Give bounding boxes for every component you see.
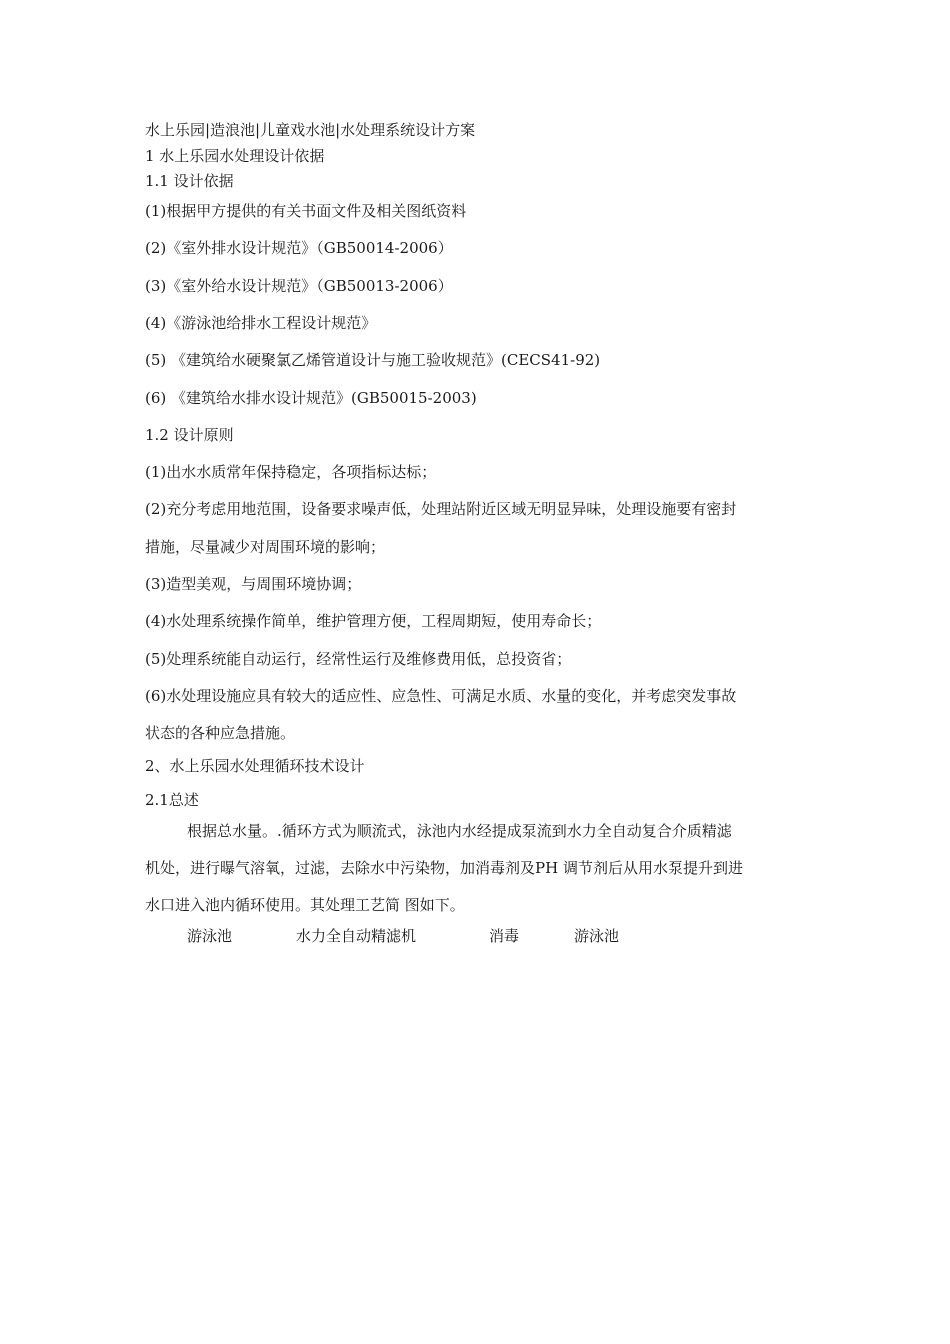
section2-heading: 2、水上乐园水处理循环技术设计 xyxy=(145,757,365,775)
section2-1-heading: 2.1总述 xyxy=(145,791,199,809)
principle-line-7: (6)水处理设施应具有较大的适应性、应急性、可满足水质、水量的变化，并考虑突发事故 xyxy=(145,687,737,705)
flow-step-pool-end: 游泳池 xyxy=(574,927,620,945)
basis-item-5: (5) 《建筑给水硬聚氯乙烯管道设计与施工验收规范》(CECS41-92) xyxy=(145,351,601,369)
overview-line-3: 水口进入池内循环使用。其处理工艺简 图如下。 xyxy=(145,896,465,914)
flow-step-disinfect: 消毒 xyxy=(489,927,520,945)
principle-line-3: 措施，尽量减少对周围环境的影响； xyxy=(145,538,386,556)
basis-item-1: (1)根据甲方提供的有关书面文件及相关图纸资料 xyxy=(145,202,467,220)
principle-line-8: 状态的各种应急措施。 xyxy=(145,724,296,742)
section1-2-heading: 1.2 设计原则 xyxy=(145,426,234,444)
flow-step-filter: 水力全自动精滤机 xyxy=(296,927,417,945)
basis-item-3: (3)《室外给水设计规范》（GB50013-2006） xyxy=(145,277,453,295)
section1-heading: 1 水上乐园水处理设计依据 xyxy=(145,147,325,165)
principle-line-1: (1)出水水质常年保持稳定，各项指标达标； xyxy=(145,463,437,481)
principle-line-6: (5)处理系统能自动运行，经常性运行及维修费用低，总投资省； xyxy=(145,650,572,668)
overview-line-2: 机处，进行曝气溶氧，过滤，去除水中污染物，加消毒剂及PH 调节剂后从用水泵提升到进 xyxy=(145,859,743,877)
principle-line-5: (4)水处理系统操作简单，维护管理方便，工程周期短，使用寿命长； xyxy=(145,612,602,630)
basis-item-4: (4)《游泳池给排水工程设计规范》 xyxy=(145,314,377,332)
principle-line-2: (2)充分考虑用地范围，设备要求噪声低，处理站附近区域无明显异味，处理设施要有密封 xyxy=(145,500,737,518)
basis-item-2: (2)《室外排水设计规范》（GB50014-2006） xyxy=(145,239,453,257)
document-title: 水上乐园|造浪池|儿童戏水池|水处理系统设计方案 xyxy=(145,121,476,139)
basis-item-6: (6) 《建筑给水排水设计规范》(GB50015-2003) xyxy=(145,389,477,407)
flow-step-pool-start: 游泳池 xyxy=(187,927,233,945)
overview-line-1: 根据总水量。.循环方式为顺流式，泳池内水经提成泵流到水力全自动复合介质精滤 xyxy=(187,822,732,840)
principle-line-4: (3)造型美观，与周围环境协调； xyxy=(145,575,362,593)
section1-1-heading: 1.1 设计依据 xyxy=(145,172,234,190)
